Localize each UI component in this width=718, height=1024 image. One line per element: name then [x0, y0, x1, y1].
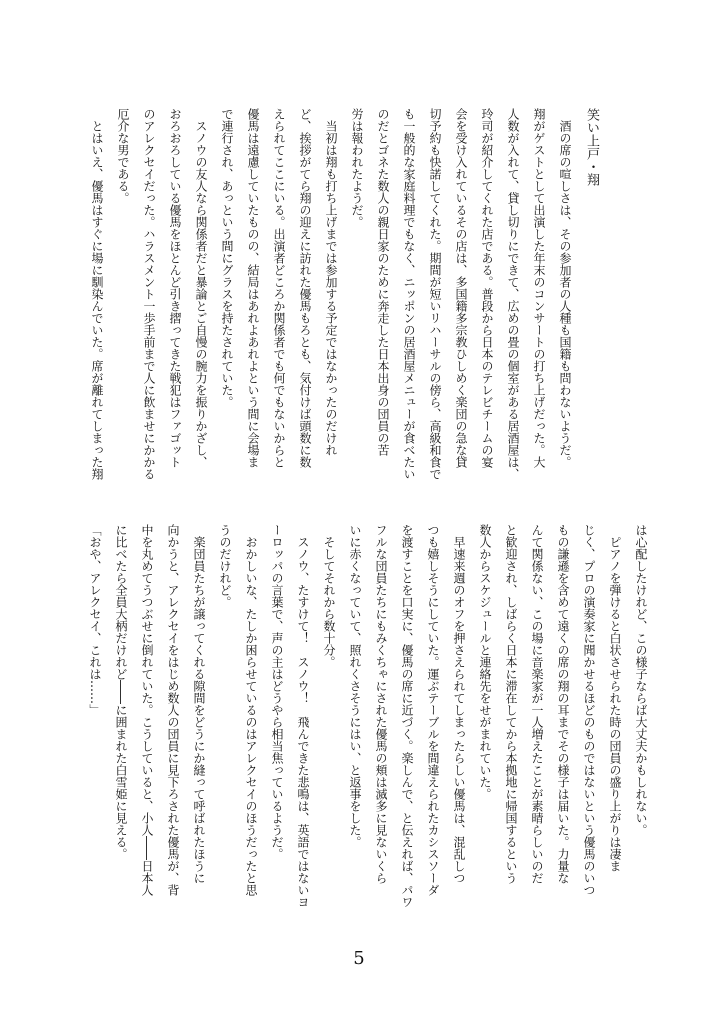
- text-column: を渡すことを口実に、優馬の席に近づく。楽しんで、と伝えれば、パワ: [400, 524, 414, 908]
- text-column: おかしいな、たしか困らせているのはアレクセイのほうだったと思: [244, 524, 258, 896]
- text-column: 中を丸めてうつぶせに倒れていた。こうしていると、小人――日本人: [140, 524, 154, 896]
- text-column: 玲司が紹介してくれた店である。普段から日本のテレビチームの宴: [480, 108, 494, 468]
- chapter-title: 笑い上戸・翔: [584, 108, 599, 186]
- text-column: も一般的な家庭料理でもなく、ニッポンの居酒屋メニューが食べたい: [402, 108, 416, 480]
- text-column: おろおろしている優馬をほとんど引き摺ってきた戦犯はファゴット: [168, 108, 182, 468]
- text-column: は心配したけれど、この様子ならば大丈夫かもしれない。: [634, 524, 648, 836]
- text-column: で連行され、あっという間にグラスを持たされていた。: [220, 108, 234, 408]
- text-column: えられてここにいる。出演者どころか関係者でも何でもないからと: [272, 108, 286, 468]
- text-column: スノウ、たすけて！ スノウ！ 飛んできた悲鳴は、英語ではないヨ: [296, 524, 310, 908]
- text-column: 労は報われたようだ。: [350, 108, 364, 228]
- text-column: 「おや、アレクセイ、これは……」: [88, 524, 102, 716]
- text-column: と歓迎され、しばらく日本に滞在してから本拠地に帰国するという: [504, 524, 518, 884]
- page-number: 5: [353, 948, 365, 969]
- text-column: つも嬉しそうにしていた。運ぶテーブルを間違えられたカシスソーダ: [426, 524, 440, 896]
- text-column: いに赤くなっていて、照れくさそうにはい、と返事をした。: [348, 524, 362, 848]
- text-column: そしてそれから数十分。: [322, 524, 336, 668]
- text-column: ど、挨拶がてら翔の迎えに訪れた優馬もろとも、気付けば頭数に数: [298, 108, 312, 468]
- text-column: フルな団員たちにもみくちゃにされた優馬の頬は滅多に見ないくら: [374, 524, 388, 884]
- text-column: 楽団員たちが譲ってくれる隙間をどうにか縫って呼ばれたほうに: [192, 524, 206, 884]
- text-column: のだとゴネた数人の親日家のために奔走した日本出身の団員の苦: [376, 108, 390, 456]
- text-column: 酒の席の喧しさは、その参加者の人種も国籍も問わないようだ。: [558, 108, 572, 468]
- text-column: 優馬は遠慮していたものの、結局はあれよあれよという間に会場ま: [246, 108, 260, 468]
- text-column: とはいえ、優馬はすぐに場に馴染んでいた。席が離れてしまった翔: [90, 108, 104, 480]
- upper-text-block: [84, 108, 604, 508]
- lower-text-block: [82, 524, 654, 924]
- text-column: スノウの友人なら関係者だと暴論とご自慢の腕力を振りかざし、: [194, 108, 208, 468]
- text-column: ーロッパの言葉で、声の主はどうやら相当焦っているようだ。: [270, 524, 284, 860]
- text-column: 向かうと、アレクセイをはじめ数人の団員に見下ろされた優馬が、背: [166, 524, 180, 896]
- text-column: ピアノを弾けると白状させられた時の団員の盛り上がりは凄ま: [608, 524, 622, 872]
- text-column: 翔がゲストとして出演した年末のコンサートの打ち上げだった。大: [532, 108, 546, 468]
- text-column: 人数が入れて、貸し切りにできて、広めの畳の個室がある居酒屋は、: [506, 108, 520, 480]
- text-column: じく、プロの演奏家に聞かせるほどのものではないという優馬のいつ: [582, 524, 596, 896]
- text-column: んて関係ない、この場に音楽家が一人増えたことが素晴らしいのだ: [530, 524, 544, 884]
- text-column: 厄介な男である。: [116, 108, 130, 204]
- text-column: うのだけれど。: [218, 524, 232, 608]
- text-column: 数人からスケジュールと連絡先をせがまれていた。: [478, 524, 492, 800]
- text-column: に比べたら全員大柄だけれど――に囲まれた白雪姫に見える。: [114, 524, 128, 860]
- text-column: 早速来週のオフを押さえられてしまったらしい優馬は、混乱しつ: [452, 524, 466, 884]
- text-column: 切予約も快諾してくれた。期間が短いリハーサルの傍ら、高級和食で: [428, 108, 442, 480]
- text-column: 当初は翔も打ち上げまでは参加する予定ではなかったのだけれ: [324, 108, 338, 456]
- text-column: のアレクセイだった。ハラスメント一歩手前まで人に飲ませにかかる: [142, 108, 156, 480]
- text-column: 会を受け入れているその店は、多国籍多宗教ひしめく楽団の急な貸: [454, 108, 468, 468]
- text-column: もの謙遜を含めて遠くの席の翔の耳までその様子は届いた。力量な: [556, 524, 570, 884]
